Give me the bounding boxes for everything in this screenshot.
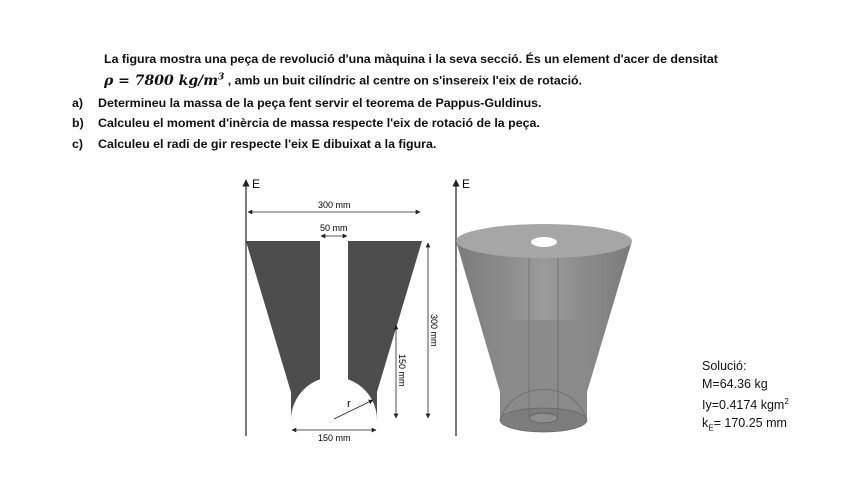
solution-gyration bbox=[702, 415, 789, 437]
question-text: Calculeu el moment d'inèrcia de massa respecte l'eix de rotació de la peça. bbox=[98, 116, 540, 130]
gyr-value: = 170.25 mm bbox=[713, 415, 787, 430]
dim-hole-label: 50 mm bbox=[320, 223, 348, 233]
gyr-prefix: k bbox=[702, 415, 709, 430]
top-hole bbox=[531, 237, 557, 247]
inertia-exponent: 2 bbox=[784, 397, 789, 406]
radius-label: r bbox=[347, 398, 351, 410]
solution-title: Solució: bbox=[702, 359, 747, 373]
bottom-hole bbox=[530, 413, 558, 423]
solution-inertia bbox=[702, 393, 789, 415]
gyr-subscript: E bbox=[708, 423, 714, 433]
solution-mass: M=64.36 kg bbox=[702, 376, 768, 391]
solid-view bbox=[456, 177, 632, 436]
intro-line-1: La figura mostra una peça de revolució d'una màquina i la seva secció. És un element d'acer de densitat bbox=[104, 52, 718, 66]
density-text: ρ = 7800 kg/m bbox=[104, 72, 219, 89]
axis-label-right: E bbox=[462, 177, 471, 191]
dim-bottom-height-label: 150 mm bbox=[397, 354, 407, 387]
solution-box bbox=[702, 358, 789, 437]
dim-base-label: 150 mm bbox=[318, 433, 351, 443]
question-text: Determineu la massa de la peça fent servir el teorema de Pappus-Guldinus. bbox=[98, 96, 542, 110]
intro-line-2-text: , amb un buit cilíndric al centre on s'insereix l'eix de rotació. bbox=[224, 73, 583, 88]
section-view bbox=[246, 177, 439, 443]
dim-height-label: 300 mm bbox=[429, 314, 439, 347]
density-exponent: 3 bbox=[218, 72, 225, 82]
question-label: b) bbox=[72, 116, 84, 130]
axis-label-left: E bbox=[252, 177, 261, 191]
dim-top-label: 300 mm bbox=[318, 200, 351, 210]
question-label: c) bbox=[72, 137, 84, 151]
question-label: a) bbox=[72, 96, 84, 110]
question-text: Calculeu el radi de gir respecte l'eix E dibuixat a la figura. bbox=[98, 137, 437, 151]
inertia-text: Iy=0.4174 kgm bbox=[702, 398, 785, 413]
